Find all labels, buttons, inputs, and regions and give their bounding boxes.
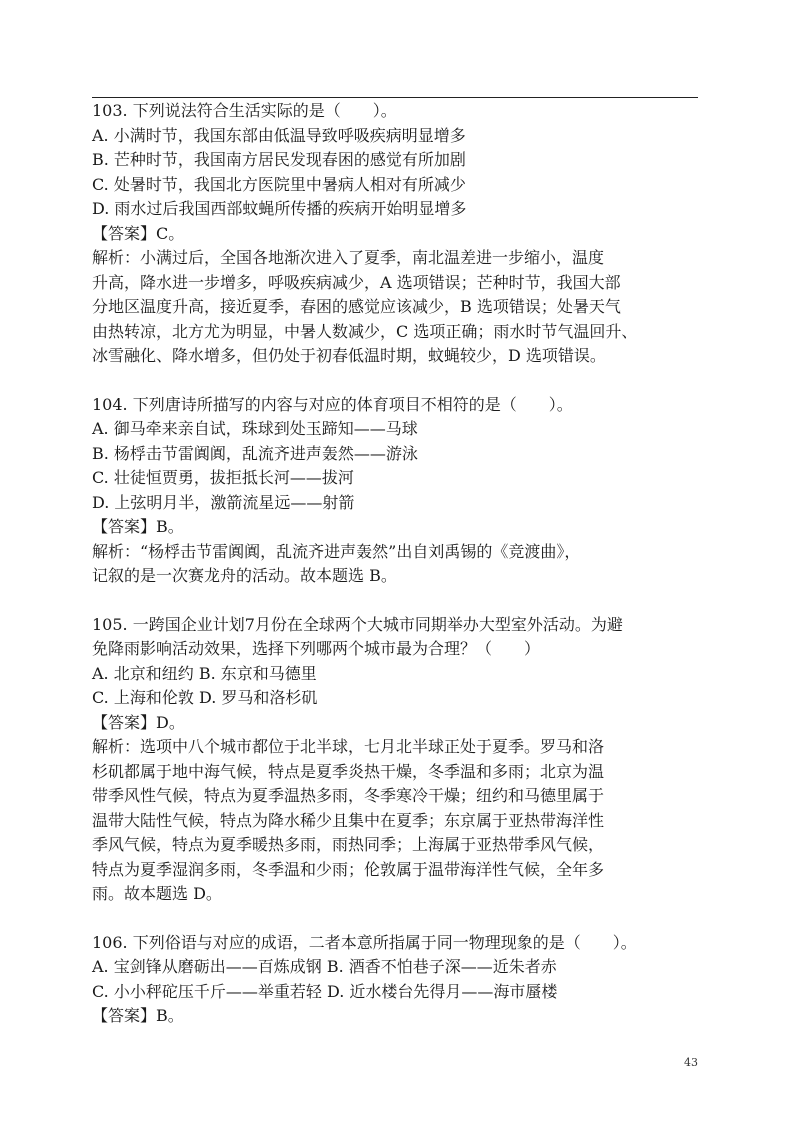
analysis-line: 解析：选项中八个城市都位于北半球，七月北半球正处于夏季。罗马和洛 bbox=[92, 737, 605, 756]
question-stem: 106. 下列俗语与对应的成语，二者本意所指属于同一物理现象的是（ ）。 bbox=[92, 932, 637, 952]
analysis-line: 温带大陆性气候，特点为降水稀少且集中在夏季；东京属于亚热带海洋性 bbox=[92, 810, 605, 830]
answer: 【答案】B。 bbox=[92, 517, 184, 536]
option-d: D. 近水楼台先得月——海市蜃楼 bbox=[326, 981, 558, 1001]
analysis-line: 升高，降水进一步增多，呼吸疾病减少，A 选项错误；芒种时节，我国大部 bbox=[92, 272, 621, 292]
option-c: C. 壮徒恒贾勇，拔拒抵长河——拔河 bbox=[92, 468, 354, 487]
options-row bbox=[92, 686, 704, 711]
answer: 【答案】D。 bbox=[92, 712, 185, 732]
analysis-line: 带季风性气候，特点为夏季温热多雨，冬季寒冷干燥；纽约和马德里属于 bbox=[92, 786, 605, 805]
options-row bbox=[92, 662, 704, 687]
answer: 【答案】B。 bbox=[92, 1006, 184, 1025]
question-stem: 103. 下列说法符合生活实际的是（ ）。 bbox=[92, 101, 397, 120]
analysis-line: 季风气候，特点为夏季暖热多雨，雨热同季；上海属于亚热带季风气候， bbox=[92, 835, 605, 854]
option-a: A. 宝剑锋从磨砺出——百炼成钢 bbox=[92, 957, 322, 976]
analysis-line: 解析：“杨桴击节雷阗阗，乱流齐进声轰然”出自刘禹锡的《竞渡曲》， bbox=[92, 541, 581, 561]
option-b: B. 酒香不怕巷子深——近朱者赤 bbox=[326, 957, 557, 976]
option-d: D. 罗马和洛杉矶 bbox=[198, 688, 318, 707]
analysis-line: 雨。故本题选 D。 bbox=[92, 884, 222, 903]
analysis-line: 冰雪融化、降水增多，但仍处于初春低温时期，蚊蝇较少，D 选项错误。 bbox=[92, 346, 606, 365]
analysis-line: 杉矶都属于地中海气候，特点是夏季炎热干燥，冬季温和多雨；北京为温 bbox=[92, 761, 605, 781]
question-105 bbox=[92, 613, 704, 907]
option-c: C. 小小秤砣压千斤——举重若轻 bbox=[92, 981, 322, 1001]
question-104 bbox=[92, 393, 704, 589]
option-c: C. 处暑时节，我国北方医院里中暑病人相对有所减少 bbox=[92, 174, 466, 194]
analysis-line: 记叙的是一次赛龙舟的活动。故本题选 B。 bbox=[92, 566, 397, 585]
option-b: B. 杨桴击节雷阗阗，乱流齐进声轰然——游泳 bbox=[92, 443, 418, 463]
options-row bbox=[92, 955, 704, 980]
question-stem: 104. 下列唐诗所描写的内容与对应的体育项目不相符的是（ ）。 bbox=[92, 394, 573, 414]
analysis-line: 分地区温度升高，接近夏季，春困的感觉应该减少，B 选项错误；处暑天气 bbox=[92, 297, 621, 316]
option-b: B. 东京和马德里 bbox=[198, 663, 317, 683]
option-d: D. 雨水过后我国西部蚊蝇所传播的疾病开始明显增多 bbox=[92, 199, 467, 218]
question-103 bbox=[92, 99, 704, 369]
analysis-line: 特点为夏季湿润多雨，冬季温和少雨；伦敦属于温带海洋性气候，全年多 bbox=[92, 859, 605, 879]
page-content bbox=[92, 99, 704, 1029]
page-number: 43 bbox=[684, 1056, 698, 1069]
analysis-line: 由热转凉，北方尤为明显，中暑人数减少，C 选项正确；雨水时节气温回升、 bbox=[92, 321, 638, 341]
analysis-line: 解析：小满过后，全国各地渐次进入了夏季，南北温差进一步缩小，温度 bbox=[92, 248, 605, 267]
option-b: B. 芒种时节，我国南方居民发现春困的感觉有所加剧 bbox=[92, 150, 466, 169]
question-106 bbox=[92, 931, 704, 1029]
answer: 【答案】C。 bbox=[92, 223, 185, 243]
question-stem: 105. 一跨国企业计划7月份在全球两个大城市同期举办大型室外活动。为避 bbox=[92, 614, 623, 634]
option-a: A. 小满时节，我国东部由低温导致呼吸疾病明显增多 bbox=[92, 125, 466, 145]
header-rule bbox=[92, 97, 698, 98]
option-c: C. 上海和伦敦 bbox=[92, 688, 194, 707]
option-a: A. 北京和纽约 bbox=[92, 663, 194, 683]
option-a: A. 御马牵来亲自试，珠球到处玉蹄知——马球 bbox=[92, 419, 418, 438]
question-stem: 免降雨影响活动效果，选择下列哪两个城市最为合理？（ ） bbox=[92, 639, 541, 658]
options-row bbox=[92, 980, 704, 1005]
option-d: D. 上弦明月半，激箭流星远——射箭 bbox=[92, 492, 355, 512]
